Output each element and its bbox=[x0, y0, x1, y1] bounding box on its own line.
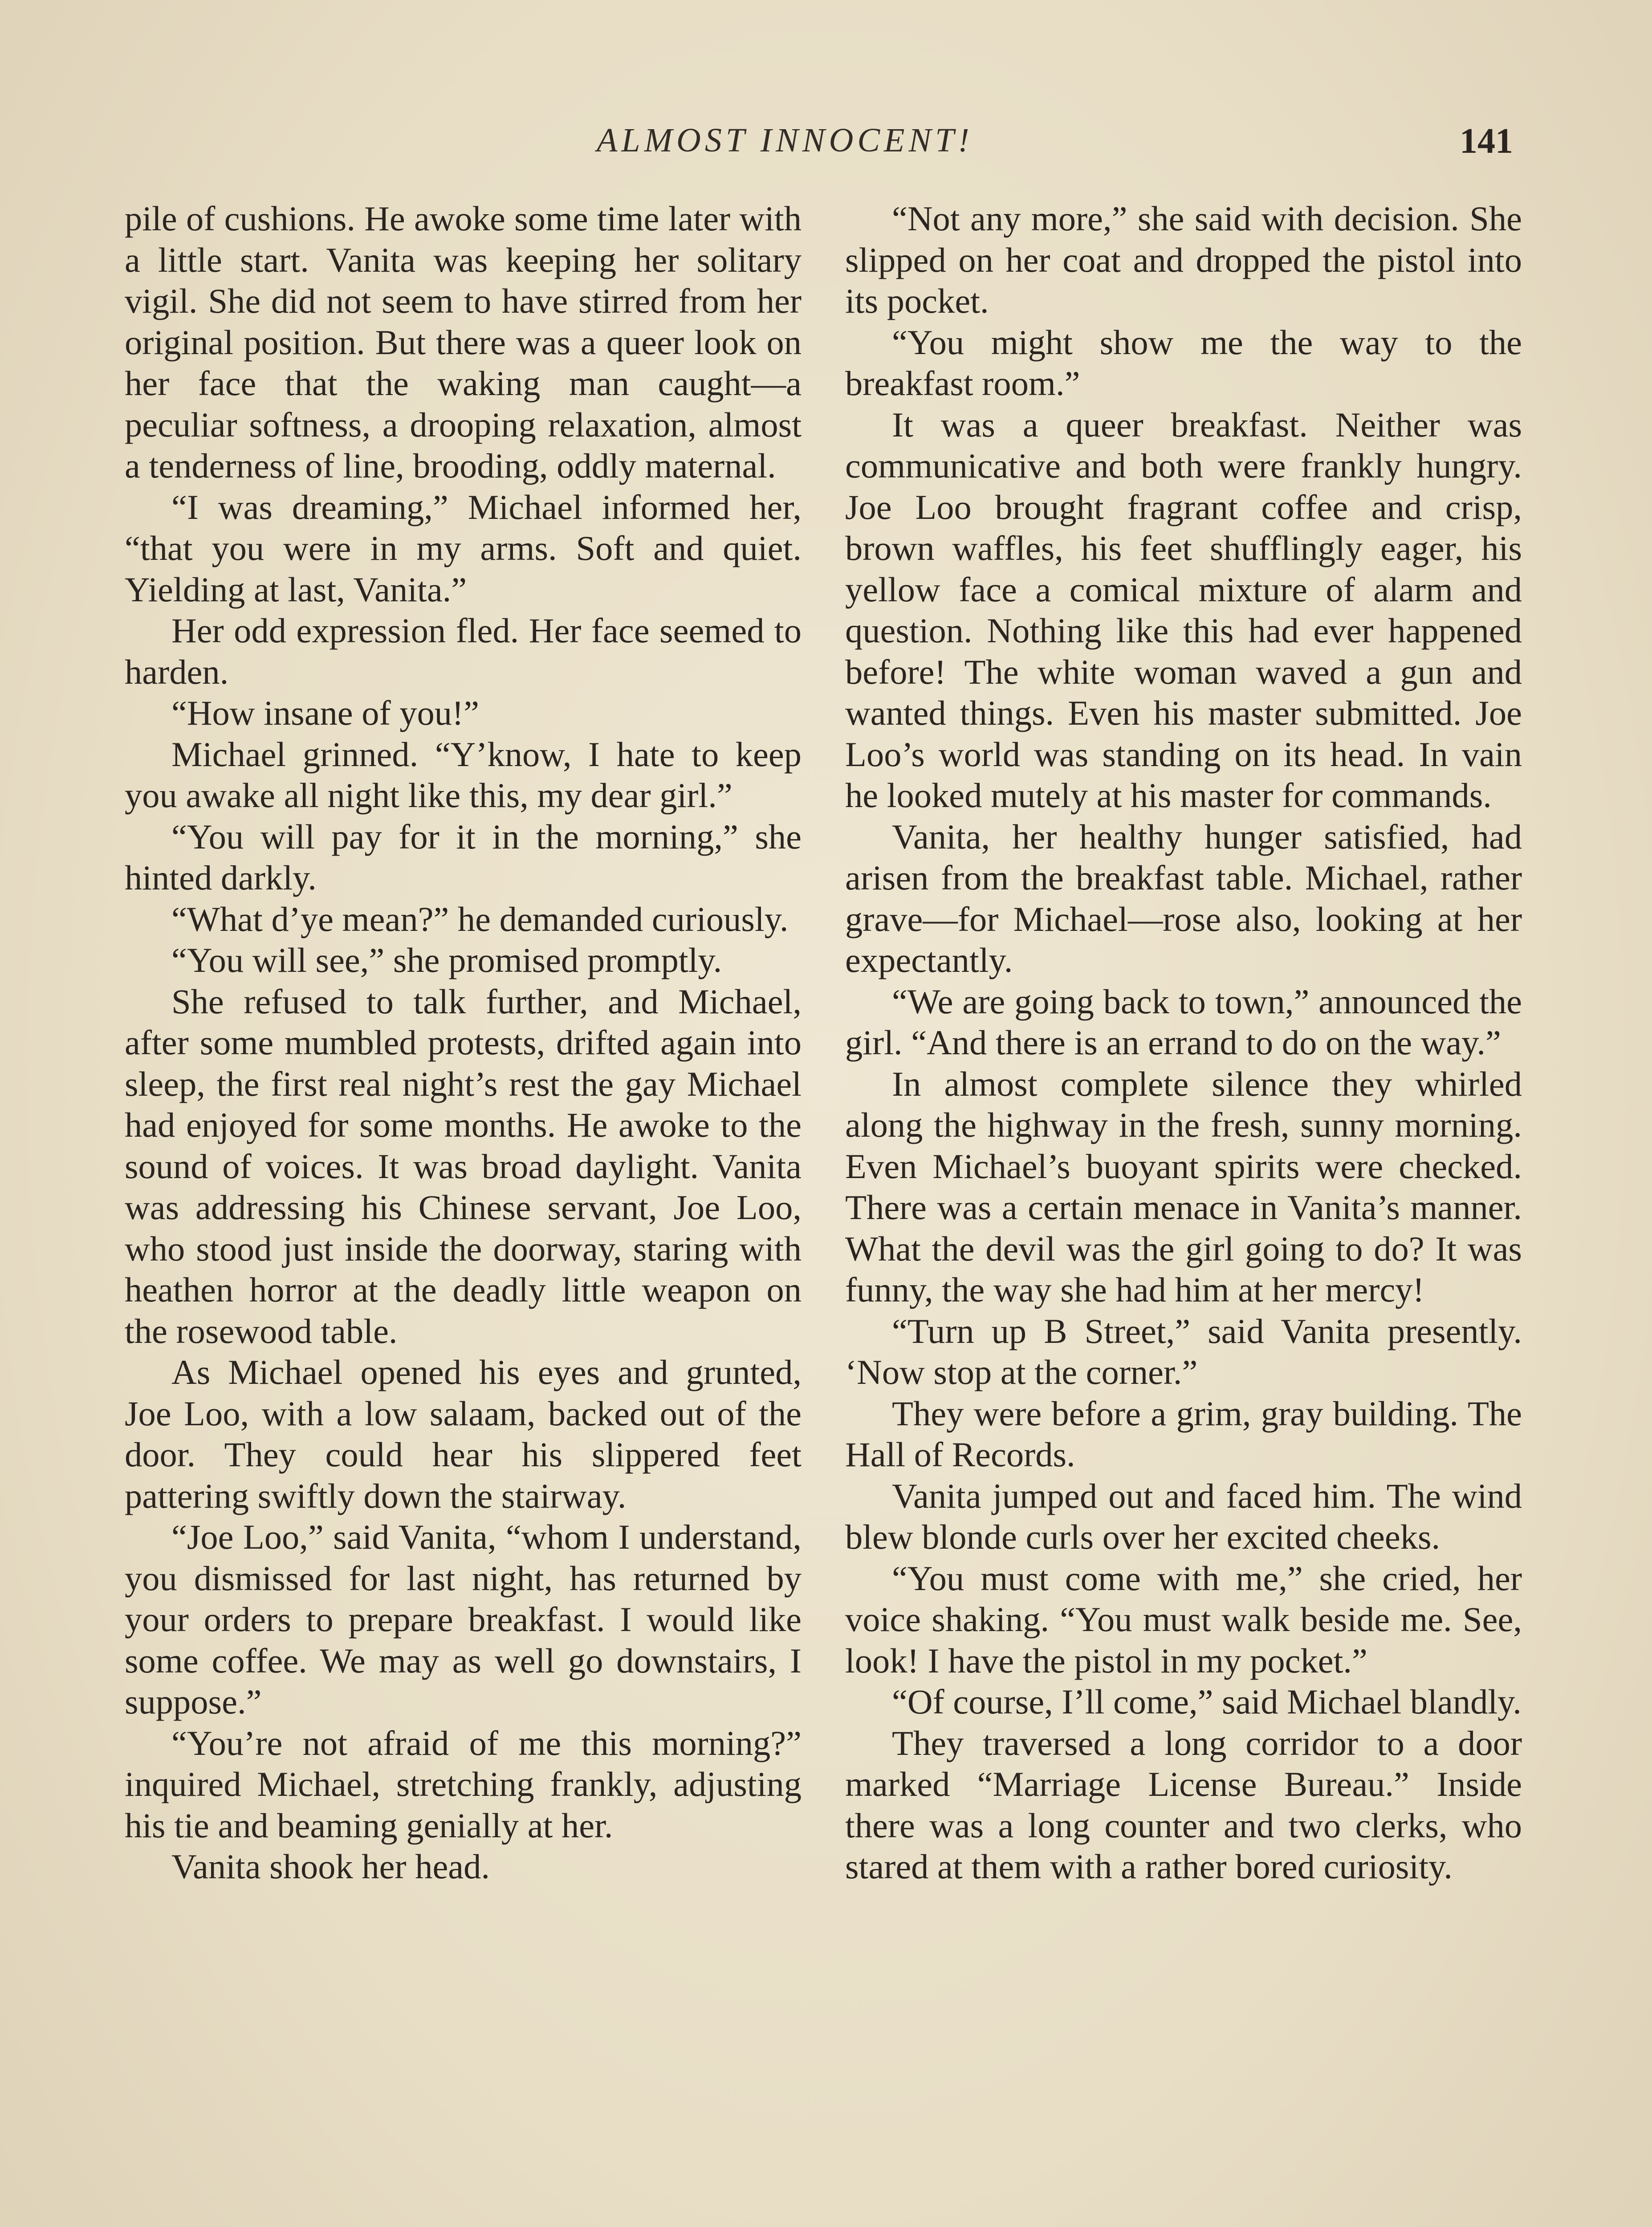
paragraph: As Michael opened his eyes and grunted, Joe Loo, with a low salaam, backed out of the door. They could hear his slippered feet pattering swiftly down the stairway. bbox=[125, 1353, 802, 1515]
paragraph: “Joe Loo,” said Vanita, “whom I understand, you dismissed for last night, has returned by your orders to prepare breakfast. I would like some coffee. We may as well go downstairs, I suppose.” bbox=[125, 1517, 802, 1721]
paragraph: “You might show me the way to the breakfast room.” bbox=[845, 322, 1522, 403]
paragraph: Michael grinned. “Y’know, I hate to keep you awake all night like this, my dear girl.” bbox=[125, 734, 802, 815]
paragraph: “You will pay for it in the morning,” she hinted darkly. bbox=[125, 817, 802, 897]
paragraph: They were before a grim, gray building. The Hall of Records. bbox=[845, 1394, 1522, 1474]
paragraph: “Of course, I’ll come,” said Michael blandly. bbox=[892, 1682, 1522, 1721]
paragraph: “You’re not afraid of me this morning?” inquired Michael, stretching frankly, adjusting his tie and beaming genially at her. bbox=[125, 1723, 802, 1845]
paragraph: “How insane of you!” bbox=[171, 693, 480, 732]
paragraph: “You will see,” she promised promptly. bbox=[171, 941, 722, 979]
paragraph: Vanita jumped out and faced him. The wind blew blonde curls over her excited cheeks. bbox=[845, 1476, 1522, 1556]
paragraph: “What d’ye mean?” he demanded curiously. bbox=[171, 899, 789, 938]
left-column bbox=[125, 198, 802, 1888]
paragraph: “Not any more,” she said with decision. She slipped on her coat and dropped the pistol into its pocket. bbox=[845, 199, 1522, 320]
paragraph: She refused to talk further, and Michael, after some mumbled protests, drifted again into sleep, the first real night’s rest the gay Michael had enjoyed for some months. He awoke to the sound of voices. It was broad daylight. Vanita was addressing his Chinese servant, Joe Loo, who stood just inside the doorway, staring with heathen horror at the deadly little weapon on the rosewood table. bbox=[125, 982, 802, 1350]
paragraph: “Turn up B Street,” said Vanita presently. ‘Now stop at the corner.” bbox=[845, 1311, 1522, 1391]
paragraph: In almost complete silence they whirled along the highway in the fresh, sunny morning. Even Michael’s buoyant spirits were checked. There was a certain menace in Vanita’s manner. What the devil was the girl going to do? It was funny, the way she had him at her mercy! bbox=[845, 1064, 1522, 1309]
running-title: ALMOST INNOCENT! bbox=[597, 122, 973, 159]
paragraph: It was a queer breakfast. Neither was communicative and both were frankly hungry. Joe Loo brought fragrant coffee and crisp, brown waffles, his feet shufflingly eager, his yellow face a comical mixture of alarm and question. Nothing like this had ever happened before! The white woman waved a gun and wanted things. Even his master submitted. Joe Loo’s world was standing on its head. In vain he looked mutely at his master for commands. bbox=[845, 405, 1522, 815]
paragraph: pile of cushions. He awoke some time later with a little start. Vanita was keeping her solitary vigil. She did not seem to have stirred from her original position. But there was a queer look on her face that the waking man caught—a peculiar softness, a drooping relaxation, almost a tenderness of line, brooding, oddly maternal. bbox=[125, 199, 802, 485]
paragraph: They traversed a long corridor to a door marked “Marriage License Bureau.” Inside there was a long counter and two clerks, who stared at them with a rather bored curiosity. bbox=[845, 1723, 1522, 1886]
paragraph: Her odd expression fled. Her face seemed to harden. bbox=[125, 611, 802, 691]
paragraph: “You must come with me,” she cried, her voice shaking. “You must walk beside me. See, look! I have the pistol in my pocket.” bbox=[845, 1558, 1522, 1680]
paragraph: “I was dreaming,” Michael informed her, “that you were in my arms. Soft and quiet. Yielding at last, Vanita.” bbox=[125, 487, 802, 609]
running-head bbox=[0, 121, 1652, 170]
paragraph: “We are going back to town,” announced the girl. “And there is an errand to do on the way.” bbox=[845, 982, 1522, 1062]
right-column bbox=[845, 198, 1522, 1888]
paragraph: Vanita, her healthy hunger satisfied, had arisen from the breakfast table. Michael, rather grave—for Michael—rose also, looking at her expectantly. bbox=[845, 817, 1522, 979]
paragraph: Vanita shook her head. bbox=[171, 1847, 490, 1886]
page-number: 141 bbox=[1460, 122, 1513, 161]
